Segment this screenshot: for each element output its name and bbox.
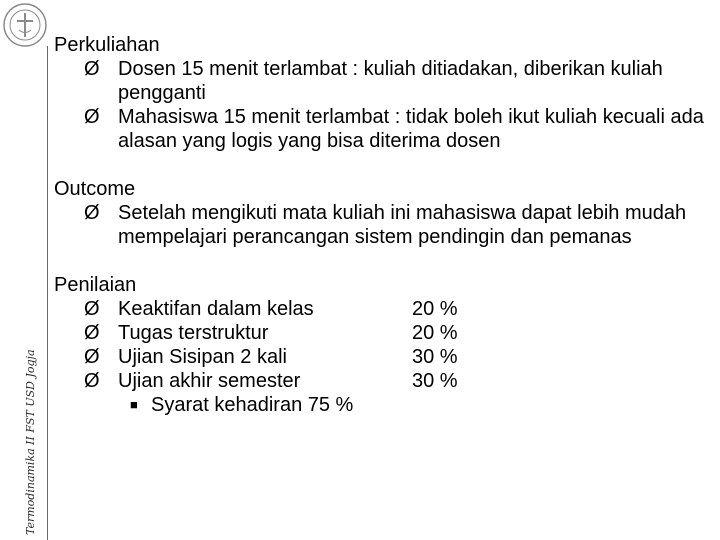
- slide-content: [54, 33, 714, 417]
- grading-row: [54, 345, 714, 369]
- arrow-bullet-icon: Ø: [84, 346, 100, 368]
- arrow-bullet-icon: Ø: [84, 322, 100, 344]
- grading-weight: 20 %: [412, 298, 458, 320]
- sub-item-text: Syarat kehadiran 75 %: [151, 394, 354, 416]
- arrow-bullet-icon: Ø: [84, 298, 100, 320]
- grading-weight: 30 %: [412, 370, 458, 392]
- grading-weight: 20 %: [412, 322, 458, 344]
- sub-list-item: [54, 393, 714, 417]
- grading-label: Keaktifan dalam kelas: [118, 298, 314, 320]
- university-seal-icon: [2, 2, 48, 48]
- section-heading: Penilaian: [54, 274, 137, 296]
- grading-row: [54, 297, 714, 321]
- list-item-text: Setelah mengikuti mata kuliah ini mahasiswa dapat lebih mudah mempelajari perancangan sistem pendingin dan pemanas: [118, 202, 687, 248]
- grading-row: [54, 369, 714, 393]
- arrow-bullet-icon: Ø: [84, 58, 100, 80]
- section-heading: Outcome: [54, 178, 136, 200]
- section-outcome: [54, 177, 714, 249]
- arrow-bullet-icon: Ø: [84, 370, 100, 392]
- grading-row: [54, 321, 714, 345]
- list-item: [54, 201, 714, 249]
- section-perkuliahan: [54, 33, 714, 153]
- section-penilaian: [54, 273, 714, 417]
- side-divider: [47, 46, 48, 540]
- grading-label: Ujian Sisipan 2 kali: [118, 346, 287, 368]
- grading-weight: 30 %: [412, 346, 458, 368]
- arrow-bullet-icon: Ø: [84, 106, 100, 128]
- grading-label: Ujian akhir semester: [118, 370, 301, 392]
- arrow-bullet-icon: Ø: [84, 202, 100, 224]
- list-item: [54, 57, 714, 105]
- side-course-label: Termodinamika II FST USD Jogja: [24, 349, 37, 535]
- section-heading: Perkuliahan: [54, 34, 160, 56]
- list-item-text: Mahasiswa 15 menit terlambat : tidak boleh ikut kuliah kecuali ada alasan yang logis yang bisa diterima dosen: [118, 106, 704, 152]
- list-item-text: Dosen 15 menit terlambat : kuliah ditiadakan, diberikan kuliah pengganti: [118, 58, 663, 104]
- list-item: [54, 105, 714, 153]
- square-bullet-icon: ■: [130, 397, 138, 412]
- grading-label: Tugas terstruktur: [118, 322, 269, 344]
